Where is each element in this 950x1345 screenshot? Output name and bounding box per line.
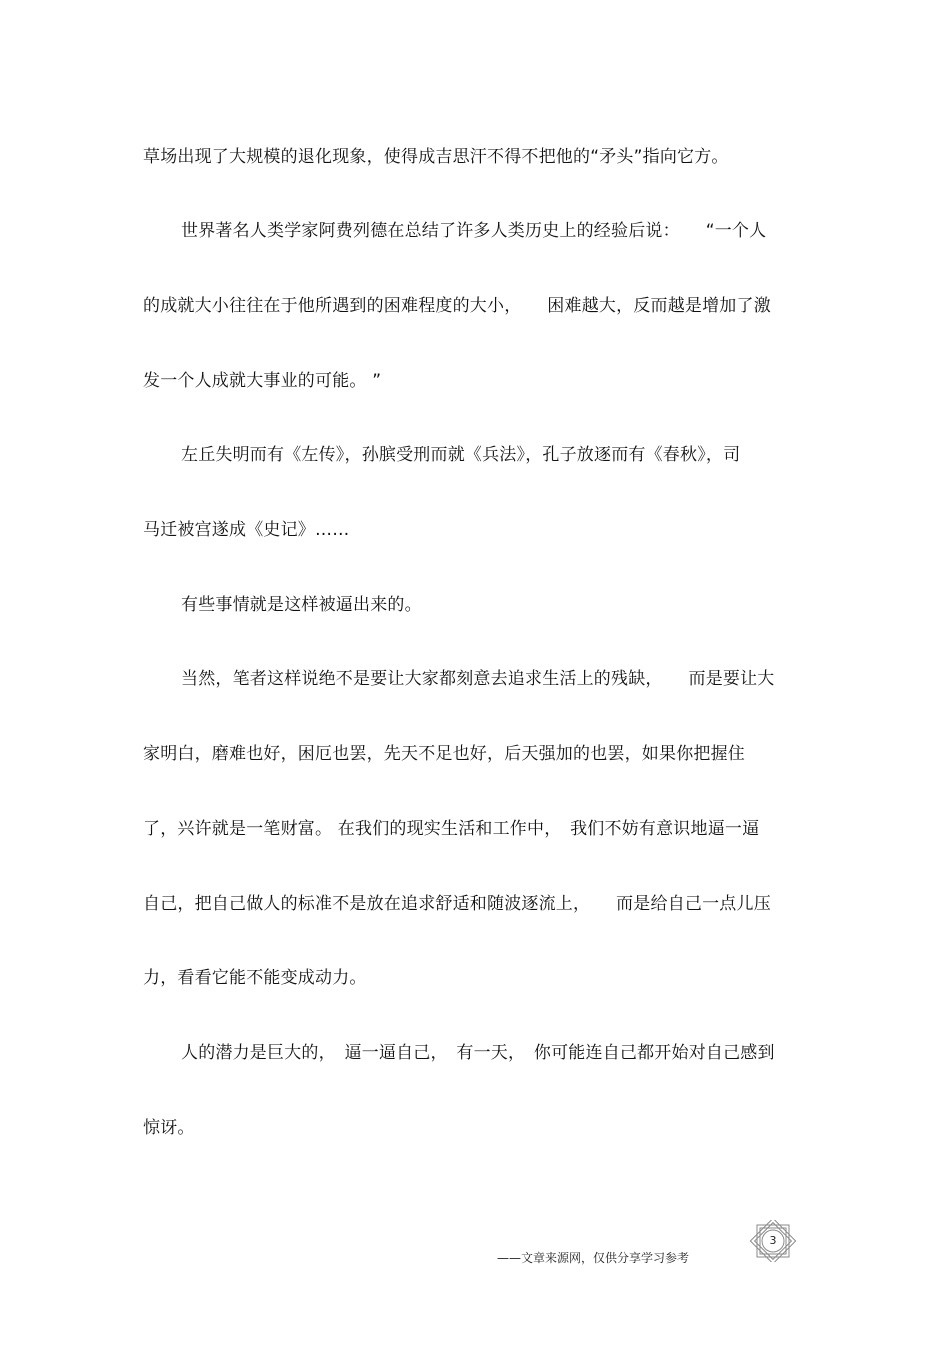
- paragraph-line: 草场出现了大规模的退化现象，使得成吉思汗不得不把他的“矛头”指向它方。: [143, 147, 729, 167]
- page-number: 3: [769, 1234, 777, 1247]
- paragraph-line: 了，兴许就是一笔财富。 在我们的现实生活和工作中， 我们不妨有意识地逼一逼: [143, 819, 760, 839]
- paragraph-line: 马迁被宫遂成《史记》……: [143, 520, 350, 540]
- footer-source-note: ——文章来源网，仅供分享学习参考: [497, 1251, 690, 1265]
- page-number-badge: [748, 1220, 798, 1262]
- paragraph-line: 力，看看它能不能变成动力。: [143, 968, 367, 988]
- paragraph-line: 家明白，磨难也好，困厄也罢，先天不足也好，后天强加的也罢，如果你把握住: [143, 744, 745, 764]
- paragraph-line: 人的潜力是巨大的， 逼一逼自己， 有一天， 你可能连自己都开始对自己感到: [181, 1043, 775, 1063]
- paragraph-line: 自己，把自己做人的标准不是放在追求舒适和随波逐流上， 而是给自己一点儿压: [143, 894, 771, 914]
- paragraph-line: 发一个人成就大事业的可能。 ”: [143, 371, 382, 391]
- paragraph-line: 惊讶。: [143, 1118, 195, 1138]
- paragraph-line: 世界著名人类学家阿费列德在总结了许多人类历史上的经验后说： “一个人: [181, 221, 767, 241]
- paragraph-line: 有些事情就是这样被逼出来的。: [181, 595, 422, 615]
- paragraph-line: 当然，笔者这样说绝不是要让大家都刻意去追求生活上的残缺， 而是要让大: [181, 669, 775, 689]
- paragraph-line: 的成就大小往往在于他所遇到的困难程度的大小， 困难越大，反而越是增加了激: [143, 296, 771, 316]
- paragraph-line: 左丘失明而有《左传》，孙膑受刑而就《兵法》，孔子放逐而有《春秋》，司: [181, 445, 741, 465]
